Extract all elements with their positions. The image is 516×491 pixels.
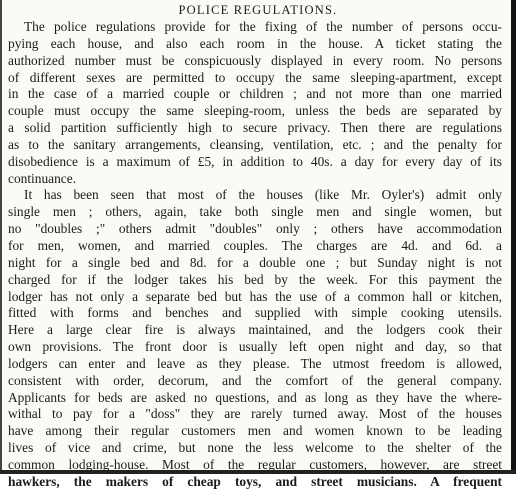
text-line: a solid partition sufficiently high to secure privacy. Then there are regulations — [8, 120, 502, 136]
text-line: fitted with forms and benches and supplied with simple cooking utensils. — [8, 305, 502, 321]
text-line: have among their regular customers men and women known to be leading — [8, 423, 502, 439]
text-line: It has been seen that most of the houses (like Mr. Oyler's) admit only — [24, 187, 502, 203]
text-line: single men ; others, again, take both single men and single women, but — [8, 204, 502, 220]
text-line: hawkers, the makers of cheap toys, and street musicians. A frequent — [8, 473, 502, 489]
text-line: consistent with order, decorum, and the comfort of the general company. — [8, 372, 502, 388]
text-line: lodgers can enter and leave as they please. The utmost freedom is allowed, — [8, 355, 502, 371]
text-line: in the case of a married couple or children ; and not more than one married — [8, 86, 502, 102]
text-line: no "doubles ;" others admit "doubles" only ; others have accommodation — [8, 221, 502, 237]
text-line: authorized number must be conspicuously displayed in every room. No persons — [8, 52, 502, 68]
text-line: night for a single bed and 8d. for a double one ; but Sunday night is not — [8, 254, 502, 270]
text-line: couple must occupy the same sleeping-room, unless the beds are separated by — [8, 103, 502, 119]
text-line: lives of vice and crime, but none the less welcome to the shelter of the — [8, 440, 502, 456]
text-line: pying each house, and also each room in the house. A ticket stating the — [8, 35, 502, 51]
text-line: disobedience is a maximum of £5, in addition to 40s. a day for every day of its — [8, 153, 502, 169]
text-line: as to the sanitary arrangements, cleansing, ventilation, etc. ; and the penalty for — [8, 136, 502, 152]
text-line: own provisions. The front door is usually left open night and day, so that — [8, 339, 502, 355]
text-line: Applicants for beds are asked no questions, and as long as they have the where- — [8, 389, 502, 405]
text-line: continuance. — [8, 170, 77, 186]
text-line: Here a large clear fire is always maintained, and the lodgers cook their — [8, 322, 502, 338]
text-line: withal to pay for a "doss" they are rarely turned away. Most of the houses — [8, 406, 502, 422]
page-right-edge — [511, 0, 516, 474]
text-line: charged for if the lodger takes his bed by the week. For this payment the — [8, 271, 502, 287]
text-line: common lodging-house. Most of the regular customers, however, are street — [8, 456, 502, 472]
text-line: lodger has not only a separate bed but has the use of a common hall or kitchen, — [8, 288, 502, 304]
section-heading: POLICE REGULATIONS. — [178, 3, 338, 17]
page-left-edge — [0, 0, 2, 474]
text-line: for men, women, and married couples. The charges are 4d. and 6d. a — [8, 237, 502, 253]
text-line: The police regulations provide for the fixing of the number of persons occu- — [24, 19, 502, 34]
text-line: of different sexes are permitted to occupy the same sleeping-apartment, except — [8, 69, 502, 85]
body-text — [8, 19, 502, 491]
